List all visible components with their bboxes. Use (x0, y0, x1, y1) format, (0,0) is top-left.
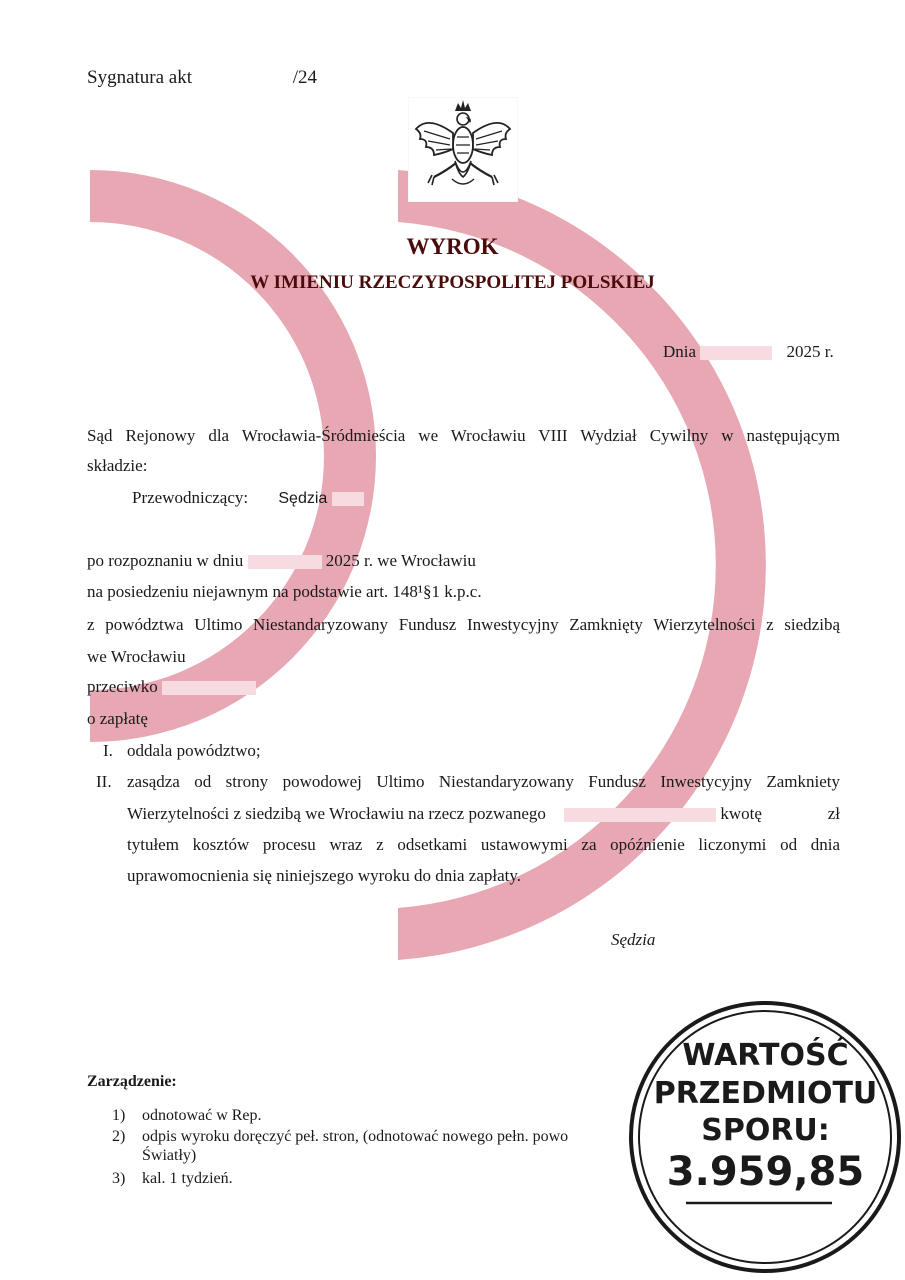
hearing-prefix: po rozpoznaniu w dniu (87, 551, 244, 570)
court-line-1: Sąd Rejonowy dla Wrocławia-Śródmieścia we Wrocławiu VIII Wydział Cywilny w następującym (87, 426, 840, 445)
verdict-item-2-line-3: tytułem kosztów procesu wraz z odsetkami ustawowymi za opóźnienie liczonymi od dnia (127, 835, 840, 854)
case-signature (87, 68, 317, 88)
stamp-line-3: SPORU: (701, 1113, 830, 1148)
stamp-value: 3.959,85 (666, 1149, 865, 1195)
verdict-item-1-number: I. (103, 741, 113, 760)
currency: zł (827, 804, 840, 823)
verdict-line-2-text: Wierzytelności z siedzibą we Wrocławiu na rzecz pozwanego (127, 804, 546, 823)
date-redacted (700, 346, 772, 360)
document-title: WYROK (406, 234, 499, 259)
polish-eagle-emblem (408, 97, 518, 202)
hearing-date-redacted (248, 555, 322, 569)
date-prefix: Dnia (663, 342, 697, 361)
proceedings-line-1 (87, 551, 476, 571)
stamp-line-2: PRZEDMIOTU (653, 1076, 878, 1111)
order-item (112, 1169, 568, 1188)
order-item (112, 1127, 568, 1146)
order-item-text: kal. 1 tydzień. (142, 1170, 233, 1187)
judgment-date (663, 342, 834, 362)
presiding-label: Przewodniczący: (132, 488, 249, 507)
defendant-name-redacted (564, 808, 716, 822)
order-list (112, 1106, 568, 1188)
court-line-2: składzie: (87, 456, 148, 475)
order-item-text-2: Światły) (142, 1147, 197, 1164)
dispute-value-stamp (628, 1000, 903, 1275)
order-item-text: odpis wyroku doręczyć peł. stron, (odnotować nowego pełn. powo (142, 1128, 569, 1145)
order-item-number: 1) (112, 1107, 126, 1124)
verdict-item-2-number: II. (96, 772, 112, 791)
verdict-item-1-text: oddala powództwo; (127, 741, 261, 760)
proceedings-line-4: we Wrocławiu (87, 647, 186, 666)
amount-word: kwotę (720, 804, 762, 823)
order-item-text: odnotować w Rep. (142, 1107, 262, 1124)
order-item-continuation (112, 1146, 568, 1165)
defendant-redacted (162, 681, 256, 695)
order-item-number: 3) (112, 1170, 126, 1187)
judge-name-redacted (332, 492, 364, 506)
proceedings-line-3: z powództwa Ultimo Niestandaryzowany Fundusz Inwestycyjny Zamknięty Wierzytelności z siedzibą (87, 615, 840, 634)
order-item (112, 1106, 568, 1125)
judge-label: Sędzia (278, 490, 328, 507)
verdict-item-2-line-4: uprawomocnienia się niniejszego wyroku do dnia zapłaty. (127, 866, 522, 885)
against-label: przeciwko (87, 677, 158, 696)
proceedings-line-5 (87, 677, 256, 697)
order-heading: Zarządzenie: (87, 1073, 177, 1090)
verdict-item-2-line-1: zasądza od strony powodowej Ultimo Niestandaryzowany Fundusz Inwestycyjny Zamkniety (127, 772, 840, 791)
case-label: Sygnatura akt (87, 67, 193, 88)
date-suffix: 2025 r. (786, 342, 834, 361)
verdict-item-2-line-2 (127, 804, 840, 824)
proceedings-line-2: na posiedzeniu niejawnym na podstawie art. 148¹§1 k.p.c. (87, 582, 482, 601)
document-subtitle: W IMIENIU RZECZYPOSPOLITEJ POLSKIEJ (250, 272, 655, 293)
order-item-number: 2) (112, 1128, 126, 1145)
presiding-judge (132, 488, 364, 509)
judge-signature (611, 930, 655, 950)
stamp-line-1: WARTOŚĆ (682, 1038, 849, 1073)
case-suffix: /24 (292, 67, 318, 88)
hearing-suffix: 2025 r. we Wrocławiu (325, 551, 476, 570)
proceedings-line-6: o zapłatę (87, 709, 148, 728)
signature-label: Sędzia (611, 930, 656, 949)
